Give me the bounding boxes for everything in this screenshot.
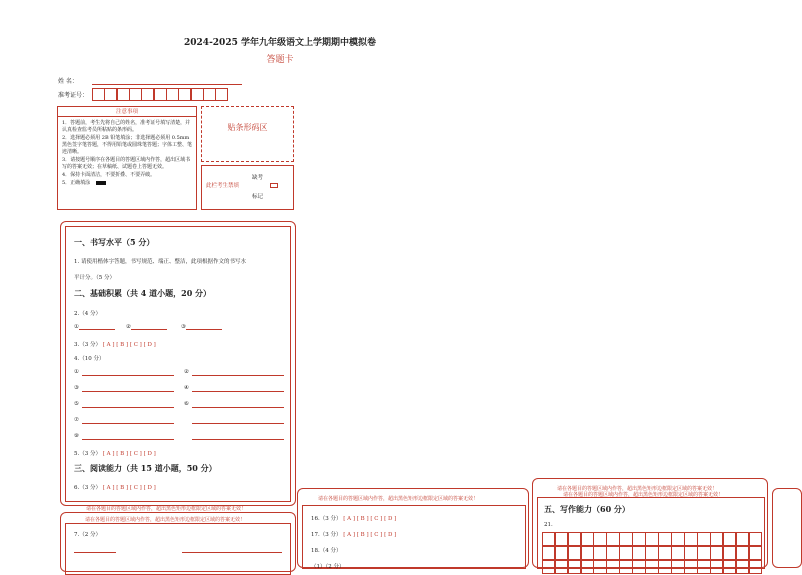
absent-panel	[201, 165, 294, 210]
q7-box	[65, 523, 291, 575]
exam-id-box[interactable]	[104, 88, 117, 101]
section-1-desc: 1. 请使用楷体字答题，书写规范、端正、整洁，此项根据作文的书写水	[74, 259, 246, 265]
question-17	[311, 530, 396, 538]
grid-cell[interactable]	[632, 546, 646, 561]
q2-blank-2[interactable]	[126, 324, 167, 330]
answer-area-middle	[297, 488, 529, 568]
grid-cell[interactable]	[671, 560, 685, 575]
warning-text: 请在各题目的答题区域内作答，超出黑色矩形边框限定区域的答案无效！	[318, 496, 479, 502]
q4-mark: ①	[74, 369, 79, 375]
answer-area-right	[532, 478, 768, 568]
q4-line[interactable]	[192, 375, 284, 376]
page-subtitle: 答题卡	[266, 55, 294, 65]
notice-item: 2．选择题必须用 2B 铅笔填涂；非选择题必须用 0.5mm 黑色签字笔答题，不得用铅笔或圆珠笔答题；字体工整、笔迹清晰。	[62, 135, 193, 155]
q4-line[interactable]	[82, 407, 174, 408]
grid-cell[interactable]	[581, 532, 595, 547]
question-7: 7.（2 分）	[74, 532, 101, 538]
answer-area-inner	[65, 226, 291, 502]
name-row	[58, 76, 242, 85]
section-2-heading: 二、基础积累（共 4 道小题，20 分）	[74, 288, 212, 298]
exam-id-box[interactable]	[129, 88, 142, 101]
exam-id-box[interactable]	[166, 88, 179, 101]
grid-cell[interactable]	[710, 546, 724, 561]
grid-cell[interactable]	[749, 532, 763, 547]
q16-options[interactable]: [ A ] [ B ] [ C ] [ D ]	[343, 516, 397, 522]
grid-cell[interactable]	[619, 546, 633, 561]
name-label: 姓 名：	[58, 78, 78, 85]
grid-cell[interactable]	[606, 560, 620, 575]
q4-line[interactable]	[82, 375, 174, 376]
grid-cell[interactable]	[710, 560, 724, 575]
grid-cell[interactable]	[736, 546, 750, 561]
grid-cell[interactable]	[658, 560, 672, 575]
warning-text: 请在各题目的答题区域内作答，超出黑色矩形边框限定区域的答案无效！	[86, 506, 247, 512]
q3-options[interactable]: [ A ] [ B ] [ C ] [ D ]	[102, 342, 156, 348]
q5-options[interactable]: [ A ] [ B ] [ C ] [ D ]	[102, 451, 156, 457]
grid-cell[interactable]	[684, 532, 698, 547]
q4-mark: ②	[184, 369, 189, 375]
grid-cell[interactable]	[606, 546, 620, 561]
grid-cell[interactable]	[542, 546, 556, 561]
filled-mark-icon	[96, 181, 106, 185]
question-16	[311, 514, 396, 522]
grid-cell[interactable]	[723, 560, 737, 575]
exam-id-box[interactable]	[178, 88, 191, 101]
grid-cell[interactable]	[593, 546, 607, 561]
grid-cell[interactable]	[749, 546, 763, 561]
q4-line[interactable]	[192, 407, 284, 408]
q4-line[interactable]	[192, 423, 284, 424]
grid-cell[interactable]	[619, 560, 633, 575]
grid-cell[interactable]	[736, 532, 750, 547]
grid-cell[interactable]	[555, 560, 569, 575]
question-16-label: 16.（3 分）	[311, 516, 342, 522]
question-6	[74, 483, 156, 491]
warning-text: 请在各题目的答题区域内作答，超出黑色矩形边框限定区域的答案无效！	[563, 492, 724, 498]
barcode-area: 贴条形码区	[201, 106, 294, 162]
grid-cell[interactable]	[645, 546, 659, 561]
question-21: 21.	[544, 522, 553, 528]
grid-cell[interactable]	[593, 560, 607, 575]
question-4: 4.（10 分）	[74, 356, 105, 362]
grid-cell[interactable]	[568, 560, 582, 575]
grid-cell[interactable]	[581, 546, 595, 561]
answer-area-left	[60, 221, 296, 506]
grid-cell[interactable]	[723, 546, 737, 561]
grid-cell[interactable]	[619, 532, 633, 547]
q4-mark: ⑦	[74, 417, 79, 423]
q4-line[interactable]	[82, 391, 174, 392]
q2-line[interactable]	[186, 325, 222, 330]
grid-cell[interactable]	[632, 560, 646, 575]
q7-line[interactable]	[74, 552, 116, 553]
q2-line[interactable]	[79, 325, 115, 330]
warning-text: 请在各题目的答题区域内作答，超出黑色矩形边框限定区域的答案无效！	[557, 486, 718, 492]
exam-id-box[interactable]	[117, 88, 130, 101]
notice-item: 3．请按题号顺序在各题目的答题区域内作答，超出区域书写的答案无效；在草稿纸、试题卷上答题无效。	[62, 157, 191, 170]
warning-text: 请在各题目的答题区域内作答，超出黑色矩形边框限定区域的答案无效！	[85, 517, 246, 523]
exam-id-box[interactable]	[92, 88, 105, 101]
question-6-label: 6.（3 分）	[74, 485, 101, 491]
notice-item: 1．答题前，考生先将自己的姓名，准考证号填写清楚，并认真检查监考员所粘贴的条形码。	[62, 120, 191, 133]
q2-mark: ①	[74, 324, 79, 330]
grid-cell[interactable]	[658, 532, 672, 547]
question-17-label: 17.（3 分）	[311, 532, 342, 538]
grid-cell[interactable]	[542, 560, 556, 575]
exam-id-boxes[interactable]	[92, 88, 227, 101]
q2-mark: ③	[181, 324, 186, 330]
q4-line[interactable]	[192, 391, 284, 392]
grid-cell[interactable]	[645, 560, 659, 575]
grid-cell[interactable]	[749, 560, 763, 575]
q4-mark: ⑥	[184, 401, 189, 407]
q4-mark: ⑨	[74, 433, 79, 439]
absent-checkbox[interactable]	[270, 183, 278, 188]
exam-id-box[interactable]	[203, 88, 216, 101]
grid-cell[interactable]	[684, 546, 698, 561]
grid-cell[interactable]	[697, 560, 711, 575]
grid-cell[interactable]	[542, 532, 556, 547]
absent-label: 此栏考生禁填	[206, 183, 240, 189]
question-3	[74, 340, 156, 348]
grid-cell[interactable]	[555, 546, 569, 561]
grid-cell[interactable]	[632, 532, 646, 547]
essay-box	[537, 497, 765, 569]
q2-line[interactable]	[131, 325, 167, 330]
exam-id-row	[58, 88, 227, 101]
answer-area-far-right	[772, 488, 802, 568]
q2-blank-3[interactable]	[181, 324, 222, 330]
grid-cell[interactable]	[593, 532, 607, 547]
q2-blank-1[interactable]	[74, 324, 115, 330]
exam-id-box[interactable]	[191, 88, 204, 101]
grid-cell[interactable]	[671, 546, 685, 561]
page-title: 2024-2025 学年九年级语文上学期期中模拟卷	[184, 38, 376, 48]
question-5-label: 5.（3 分）	[74, 451, 101, 457]
notice-panel	[57, 106, 197, 210]
question-18-sub: （1）（2 分）	[311, 564, 345, 570]
grid-cell[interactable]	[658, 546, 672, 561]
section-1-heading: 一、书写水平（5 分）	[74, 237, 155, 247]
q4-mark: ④	[184, 385, 189, 391]
exam-id-label: 准考证号：	[58, 92, 89, 99]
notice-heading: 注意事项	[58, 107, 196, 117]
question-18: 18.（4 分）	[311, 548, 342, 554]
q4-mark: ③	[74, 385, 79, 391]
q2-mark: ②	[126, 324, 131, 330]
exam-id-box[interactable]	[154, 88, 167, 101]
exam-id-box[interactable]	[141, 88, 154, 101]
notice-item-fill-example	[62, 180, 192, 187]
grid-cell[interactable]	[697, 532, 711, 547]
notice-item: 4．保持卡面清洁，不要折叠、不要弄破。	[62, 172, 156, 178]
grid-cell[interactable]	[723, 532, 737, 547]
answer-area-lower-left	[60, 512, 296, 572]
section-5-heading: 五、写作能力（60 分）	[544, 504, 630, 514]
essay-grid[interactable]	[542, 532, 762, 572]
exam-id-box[interactable]	[215, 88, 228, 101]
q6-options[interactable]: [ A ] [ B ] [ C ] [ D ]	[102, 485, 156, 491]
question-5	[74, 449, 156, 457]
grid-cell[interactable]	[645, 532, 659, 547]
grid-cell[interactable]	[697, 546, 711, 561]
name-field[interactable]	[92, 79, 242, 85]
q4-line[interactable]	[82, 439, 174, 440]
grid-cell[interactable]	[736, 560, 750, 575]
q4-mark: ⑤	[74, 401, 79, 407]
q4-line[interactable]	[82, 423, 174, 424]
question-3-label: 3.（3 分）	[74, 342, 101, 348]
q17-options[interactable]: [ A ] [ B ] [ C ] [ D ]	[343, 532, 397, 538]
absent-text: 缺考	[252, 175, 264, 181]
grid-cell[interactable]	[684, 560, 698, 575]
grid-cell[interactable]	[710, 532, 724, 547]
q7-line[interactable]	[182, 552, 282, 553]
absent-mark-text: 标记	[252, 194, 264, 200]
grid-cell[interactable]	[606, 532, 620, 547]
grid-cell[interactable]	[555, 532, 569, 547]
grid-cell[interactable]	[568, 532, 582, 547]
grid-cell[interactable]	[671, 532, 685, 547]
q4-line[interactable]	[192, 439, 284, 440]
grid-cell[interactable]	[581, 560, 595, 575]
notice-item: 5．正确填涂	[62, 180, 91, 186]
question-2: 2.（4 分）	[74, 311, 101, 317]
section-3-heading: 三、阅读能力（共 15 道小题，50 分）	[74, 463, 217, 473]
grid-cell[interactable]	[568, 546, 582, 561]
section-1-desc: 平计分。（5 分）	[74, 275, 115, 281]
middle-inner	[302, 505, 526, 569]
